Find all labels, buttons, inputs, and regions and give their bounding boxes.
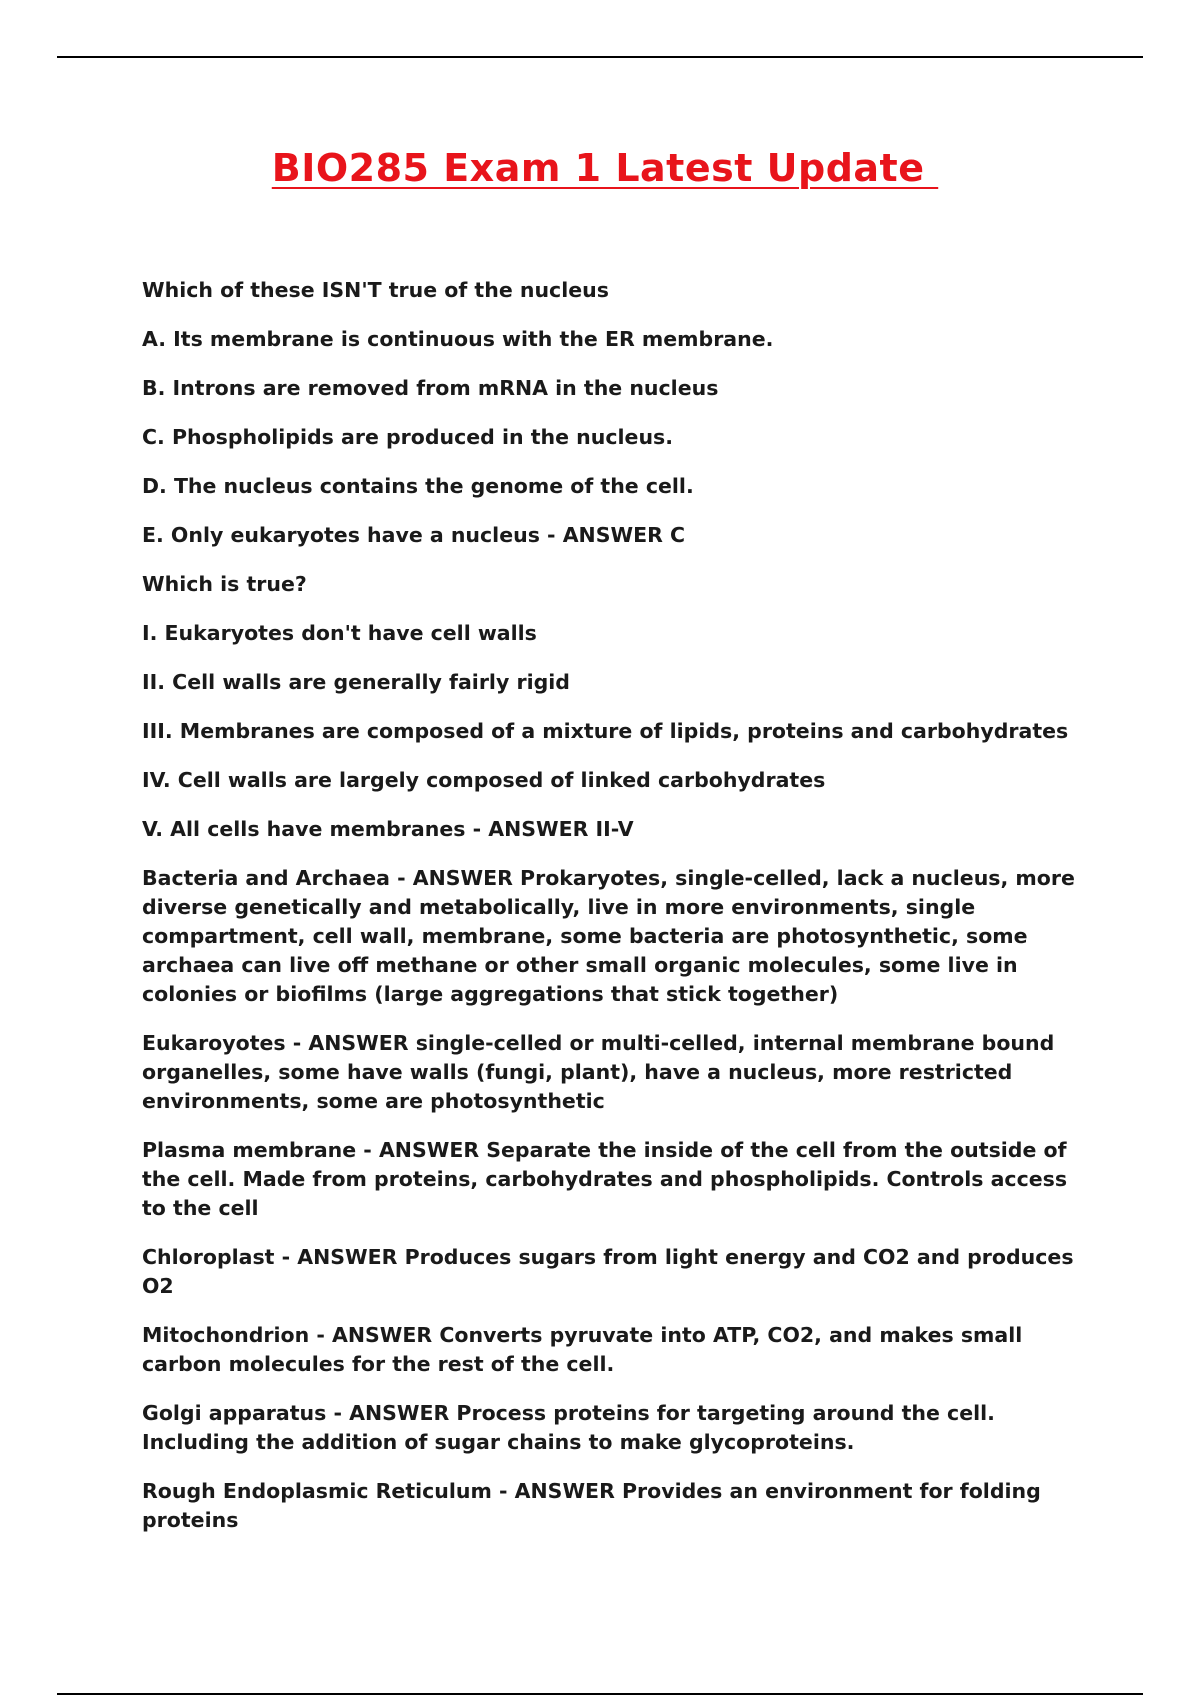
term-bacteria-archaea: Bacteria and Archaea - ANSWER Prokaryotes, single-celled, lack a nucleus, more diverse genetically and metabolically, live in more environments, single compartment, cell wall, membrane, some bacteria are photosynthetic, some archaea can live off methane or other small organic molecules, some live in colonies or biofilms (large aggregations that stick together) <box>142 866 1075 1006</box>
question-2-statement-v-answer: V. All cells have membranes - ANSWER II-V <box>142 817 634 841</box>
term-rough-er: Rough Endoplasmic Reticulum - ANSWER Provides an environment for folding proteins <box>142 1479 1041 1532</box>
question-2-statement-ii: II. Cell walls are generally fairly rigid <box>142 670 570 694</box>
question-2-stem: Which is true? <box>142 572 307 596</box>
question-2-statement-iii: III. Membranes are composed of a mixture of lipids, proteins and carbohydrates <box>142 719 1069 743</box>
question-1-stem: Which of these ISN'T true of the nucleus <box>142 278 609 302</box>
question-1-option-a: A. Its membrane is continuous with the ER membrane. <box>142 327 774 351</box>
question-1-option-e-answer: E. Only eukaryotes have a nucleus - ANSWER C <box>142 523 686 547</box>
question-2-statement-i: I. Eukaryotes don't have cell walls <box>142 621 537 645</box>
footer-rule <box>57 1693 1143 1695</box>
term-plasma-membrane: Plasma membrane - ANSWER Separate the inside of the cell from the outside of the cell. Made from proteins, carbohydrates and phospholipids. Controls access to the cell <box>142 1138 1068 1220</box>
term-chloroplast: Chloroplast - ANSWER Produces sugars from light energy and CO2 and produces O2 <box>142 1245 1074 1298</box>
question-1-option-b: B. Introns are removed from mRNA in the nucleus <box>142 376 719 400</box>
term-mitochondrion: Mitochondrion - ANSWER Converts pyruvate into ATP, CO2, and makes small carbon molecules for the rest of the cell. <box>142 1323 1023 1376</box>
term-golgi-apparatus: Golgi apparatus - ANSWER Process proteins for targeting around the cell. Including the addition of sugar chains to make glycoproteins. <box>142 1401 995 1454</box>
question-1-option-c: C. Phospholipids are produced in the nucleus. <box>142 425 674 449</box>
question-1-option-d: D. The nucleus contains the genome of the cell. <box>142 474 694 498</box>
term-eukaryotes: Eukaroyotes - ANSWER single-celled or multi-celled, internal membrane bound organelles, some have walls (fungi, plant), have a nucleus, more restricted environments, some are photosynthetic <box>142 1031 1055 1113</box>
title-container <box>0 146 1200 190</box>
document-title: BIO285 Exam 1 Latest Update <box>271 146 939 190</box>
question-2-statement-iv: IV. Cell walls are largely composed of linked carbohydrates <box>142 768 826 792</box>
header-rule <box>57 56 1143 58</box>
document-body <box>142 276 1092 1555</box>
